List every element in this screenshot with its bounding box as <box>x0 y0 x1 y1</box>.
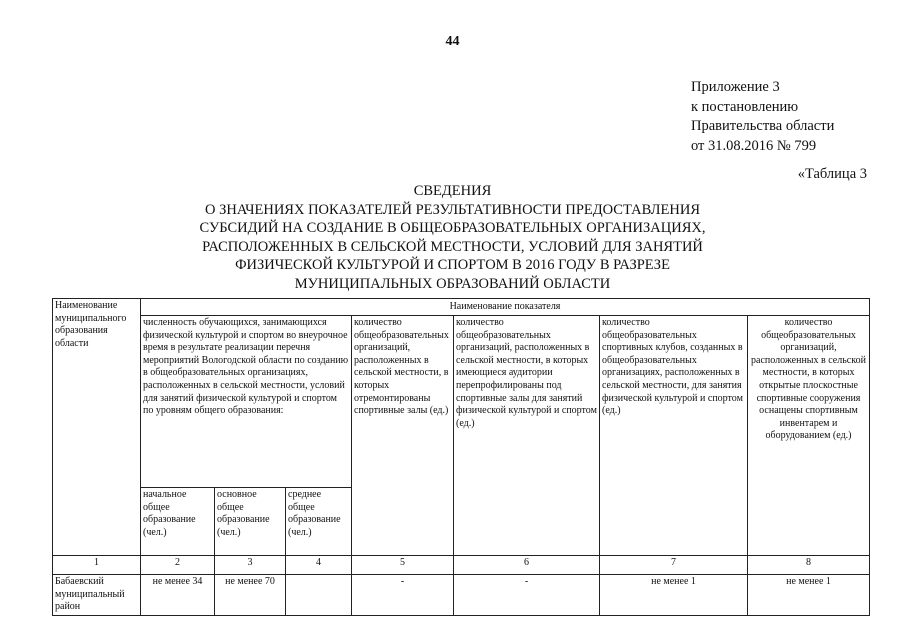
column-number: 3 <box>215 556 286 575</box>
value-outdoor: не менее 1 <box>748 575 870 616</box>
col-header-clubs: количество общеобразовательных спортивных клубов, созданных в общеобразовательных организациях, расположенных в сельской местности, для занятия физической культурой и спортом (ед.) <box>600 316 748 556</box>
appendix-line: от 31.08.2016 № 799 <box>691 137 817 154</box>
column-number-row <box>53 556 870 575</box>
column-number: 5 <box>352 556 454 575</box>
appendix-line: Приложение 3 <box>691 79 780 95</box>
value-halls-repaired: - <box>352 575 454 616</box>
table-row <box>53 575 870 616</box>
heading-line: СВЕДЕНИЯ <box>413 183 492 199</box>
municipality-name: Бабаевский муниципальный район <box>53 575 141 616</box>
value-primary: не менее 34 <box>141 575 215 616</box>
col-header-indicators: Наименование показателя <box>141 299 870 316</box>
heading-line: РАСПОЛОЖЕННЫХ В СЕЛЬСКОЙ МЕСТНОСТИ, УСЛОВИЙ ДЛЯ ЗАНЯТИЙ <box>202 238 703 255</box>
value-classrooms: - <box>454 575 600 616</box>
value-secondary <box>286 575 352 616</box>
col-header-classrooms: количество общеобразовательных организаций, расположенных в сельской местности, в которых имеющиеся аудитории перепрофилированы под спортивные залы для занятий физической культурой и спортом (ед.) <box>454 316 600 556</box>
column-number: 1 <box>53 556 141 575</box>
column-number: 8 <box>748 556 870 575</box>
col-header-students: численность обучающихся, занимающихся физической культурой и спортом во внеурочное время в результате реализации перечня мероприятий Вологодской области по созданию в общеобразовательных организациях, расположенных в сельской местности, условий для занятий физической культурой и спортом по уровням общего образования: <box>141 316 352 488</box>
column-number: 2 <box>141 556 215 575</box>
sub-header-secondary: среднее общее образование (чел.) <box>286 488 352 556</box>
heading-line: О ЗНАЧЕНИЯХ ПОКАЗАТЕЛЕЙ РЕЗУЛЬТАТИВНОСТИ ПРЕДОСТАВЛЕНИЯ <box>204 201 700 218</box>
value-clubs: не менее 1 <box>600 575 748 616</box>
column-number: 4 <box>286 556 352 575</box>
page-number: 44 <box>445 34 460 49</box>
heading-line: СУБСИДИЙ НА СОЗДАНИЕ В ОБЩЕОБРАЗОВАТЕЛЬНЫХ ОРГАНИЗАЦИЯХ, <box>199 220 706 236</box>
col-header-outdoor: количество общеобразовательных организаций, расположенных в сельской местности, в которых открытые плоскостные спортивные сооружения оснащены спортивным инвентарем и оборудованием (ед.) <box>748 316 870 556</box>
col-header-halls-repaired: количество общеобразовательных организаций, расположенных в сельской местности, в которых отремонтированы спортивные залы (ед.) <box>352 316 454 556</box>
value-basic: не менее 70 <box>215 575 286 616</box>
heading-line: ФИЗИЧЕСКОЙ КУЛЬТУРОЙ И СПОРТОМ В 2016 ГОДУ В РАЗРЕЗЕ <box>235 257 670 273</box>
document-heading <box>0 182 905 293</box>
column-number: 7 <box>600 556 748 575</box>
appendix-line: Правительства области <box>691 118 835 134</box>
table-label: «Таблица 3 <box>797 166 867 182</box>
sub-header-primary: начальное общее образование (чел.) <box>141 488 215 556</box>
col-header-municipality: Наименование муниципального образования области <box>53 299 141 556</box>
indicators-table <box>52 298 870 616</box>
column-number: 6 <box>454 556 600 575</box>
sub-header-basic: основное общее образование (чел.) <box>215 488 286 556</box>
appendix-note <box>691 78 834 156</box>
appendix-line: к постановлению <box>691 98 799 115</box>
heading-line: МУНИЦИПАЛЬНЫХ ОБРАЗОВАНИЙ ОБЛАСТИ <box>294 275 611 292</box>
